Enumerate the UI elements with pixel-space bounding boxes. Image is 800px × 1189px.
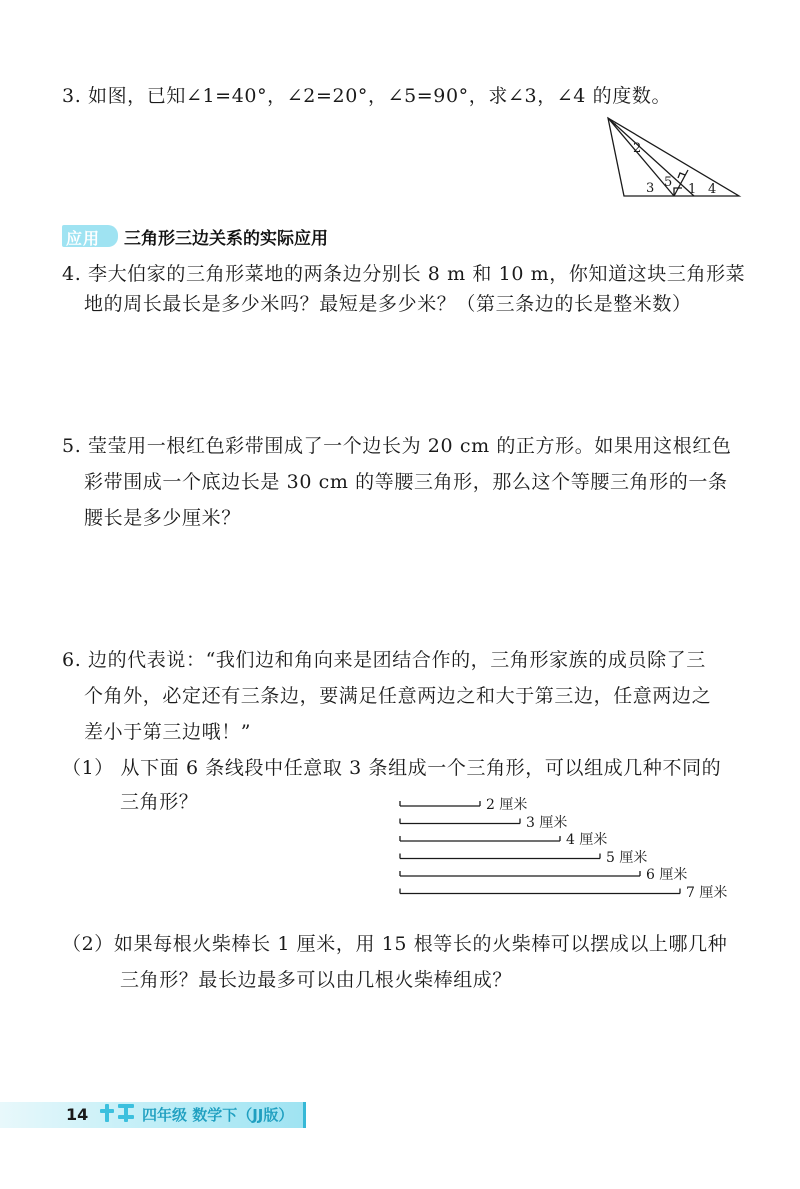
segment-label-6cm: 6 厘米	[646, 867, 688, 883]
question-6-part-1-line-2: 三角形？	[120, 791, 199, 813]
angle-label-1: 1	[688, 182, 697, 197]
question-4-line-2: 地的周长最长是多少米吗？最短是多少米？（第三条边的长是整米数）	[84, 293, 692, 315]
question-5-line-3: 腰长是多少厘米？	[84, 507, 241, 529]
angle-label-5: 5	[664, 175, 673, 190]
question-6-part-2-line-2: 三角形？最长边最多可以由几根火柴棒组成？	[120, 969, 513, 991]
segment-label-3cm: 3 厘米	[526, 814, 568, 831]
segment-label-4cm: 4 厘米	[566, 832, 608, 848]
segment-label-7cm: 7 厘米	[686, 884, 728, 901]
publisher-logo-icon	[98, 1101, 138, 1125]
book-title: 四年级 数学下（JJ版）	[142, 1106, 294, 1124]
section-badge-label: 应用 2	[66, 229, 101, 268]
question-5-line-1: 5. 莹莹用一根红色彩带围成了一个边长为 20 cm 的正方形。如果用这根红色	[62, 435, 732, 457]
question-6-line-3: 差小于第三边哦！”	[84, 721, 252, 743]
page-number: 14	[66, 1105, 89, 1124]
section-title: 三角形三边关系的实际应用	[124, 229, 328, 249]
footer-divider	[303, 1102, 306, 1128]
segment-label-2cm: 2 厘米	[486, 797, 528, 813]
question-6-line-1: 6. 边的代表说：“我们边和角向来是团结合作的，三角形家族的成员除了三	[62, 649, 706, 671]
question-6-part-1-line-1: （1） 从下面 6 条线段中任意取 3 条组成一个三角形，可以组成几种不同的	[62, 757, 722, 779]
triangle-figure	[600, 112, 750, 204]
question-3-text: 3. 如图，已知∠1=40°，∠2=20°，∠5=90°，求∠3，∠4 的度数。	[62, 85, 672, 107]
question-6-part-2-line-1: （2）如果每根火柴棒长 1 厘米，用 15 根等长的火柴棒可以摆成以上哪几种	[62, 933, 728, 955]
question-5-line-2: 彩带围成一个底边长是 30 cm 的等腰三角形，那么这个等腰三角形的一条	[84, 471, 728, 493]
question-6-line-2: 个角外，必定还有三条边，要满足任意两边之和大于第三边，任意两边之	[84, 685, 712, 707]
segment-label-5cm: 5 厘米	[606, 849, 648, 866]
angle-label-3: 3	[646, 181, 655, 196]
angle-label-2: 2	[633, 141, 642, 156]
angle-label-4: 4	[708, 182, 717, 197]
section-badge	[62, 225, 118, 268]
question-4-line-1: 4. 李大伯家的三角形菜地的两条边分别长 8 m 和 10 m，你知道这块三角形菜	[62, 263, 746, 285]
